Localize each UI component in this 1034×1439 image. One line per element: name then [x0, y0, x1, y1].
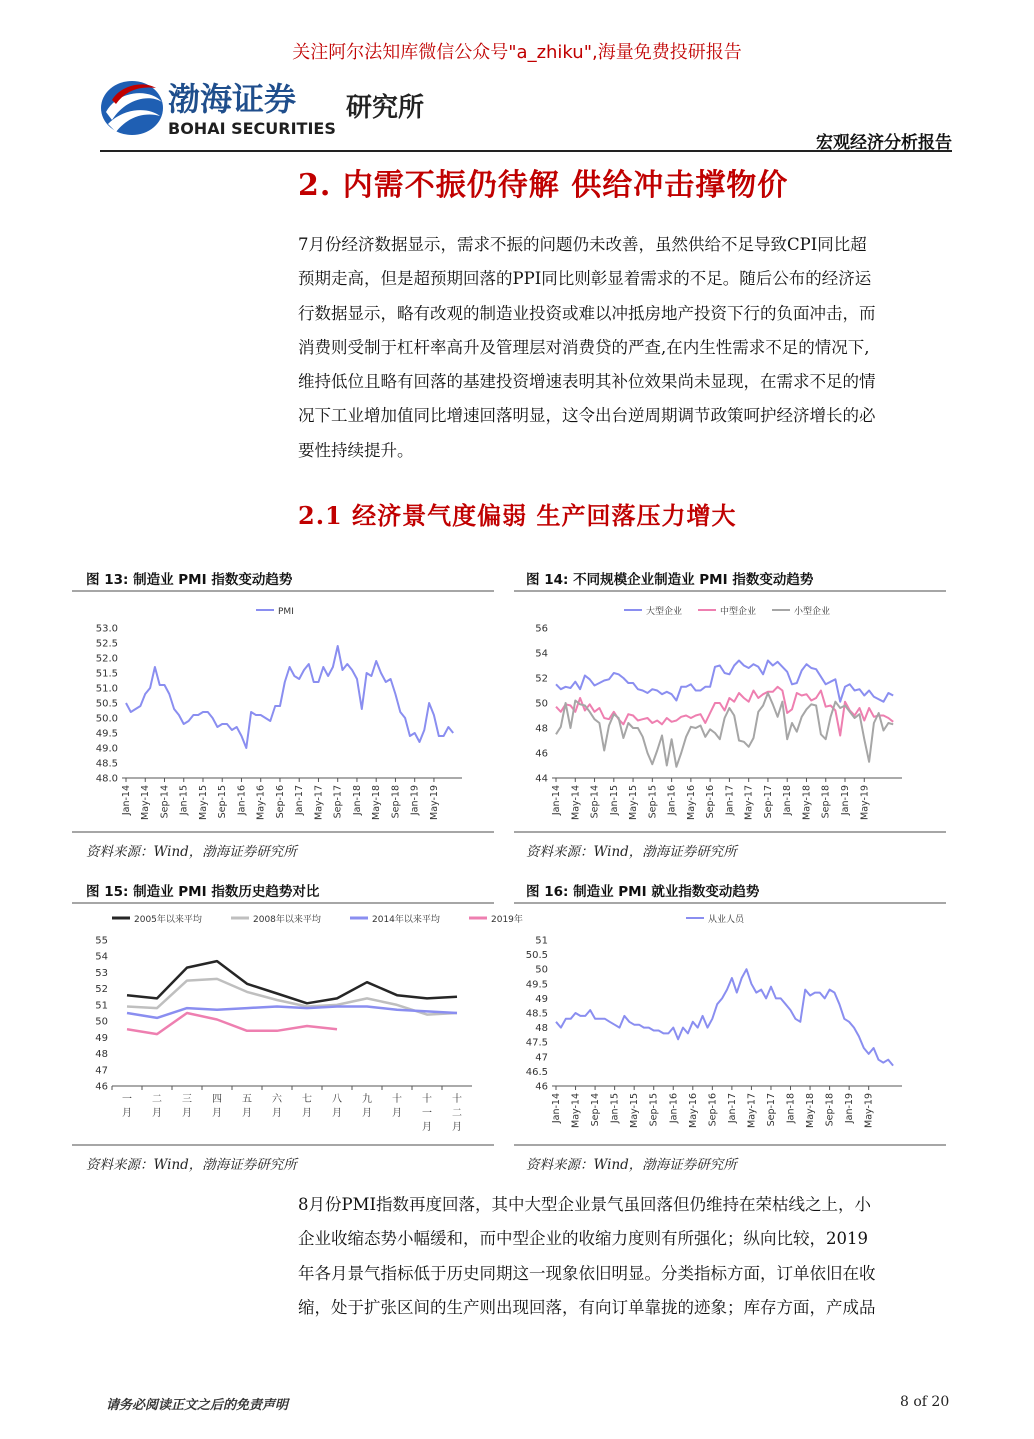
x-tick-label: Sep-16: [707, 1093, 719, 1127]
x-tick-label: May-18: [801, 785, 813, 820]
x-tick-label: May-17: [746, 1093, 758, 1128]
x-tick-label: Jan-19: [840, 785, 852, 816]
legend-label: 从业人员: [708, 915, 745, 925]
x-tick-label: May-14: [570, 1093, 582, 1128]
subsection-heading: 2.1 经济景气度偏弱 生产回落压力增大: [298, 501, 737, 530]
x-tick-label: 月: [152, 1108, 162, 1119]
paragraph-1: [298, 228, 946, 468]
x-tick-label: May-15: [629, 1093, 641, 1128]
x-tick-label: 三: [182, 1094, 192, 1105]
y-tick-label: 48.5: [525, 1008, 548, 1020]
y-tick-label: 54: [535, 648, 548, 660]
x-tick-label: May-15: [197, 785, 209, 820]
y-tick-label: 48.5: [95, 758, 118, 770]
y-tick-label: 51: [95, 1000, 108, 1012]
x-tick-label: Sep-14: [159, 785, 171, 819]
paragraph-1-line: 要性持续提升。: [298, 440, 414, 460]
x-tick-label: 十: [452, 1094, 462, 1105]
series-line-2005年以来平均: [127, 961, 457, 1003]
x-tick-label: 八: [332, 1094, 342, 1105]
y-tick-label: 52: [95, 984, 108, 996]
figure-15-top-rule: [72, 902, 494, 904]
paragraph-2-line: 8月份PMI指数再度回落，其中大型企业景气虽回落但仍维持在荣枯线之上，小: [298, 1195, 872, 1214]
figure-14-source: 资料来源：Wind，渤海证券研究所: [526, 844, 737, 860]
y-tick-label: 51.5: [95, 668, 118, 680]
x-tick-label: 月: [212, 1108, 222, 1119]
x-tick-label: May-16: [685, 785, 697, 820]
x-tick-label: May-17: [743, 785, 755, 820]
x-tick-label: Jan-18: [782, 785, 794, 816]
page-number: 8 of 20: [900, 1394, 950, 1410]
x-tick-label: Sep-16: [705, 785, 717, 819]
y-tick-label: 47.5: [525, 1037, 548, 1049]
y-tick-label: 49.0: [95, 743, 118, 755]
x-tick-label: Jan-15: [609, 1093, 621, 1124]
series-line-从业人员: [556, 969, 893, 1065]
legend-label: 2019年: [491, 915, 523, 925]
paragraph-2: [298, 1188, 946, 1325]
x-tick-label: May-19: [859, 785, 871, 820]
logo-cn-text: 渤海证券: [168, 80, 297, 118]
x-tick-label: May-17: [313, 785, 325, 820]
paragraph-2-line: 年各月景气指标低于历史同期这一现象依旧明显。分类指标方面，订单依旧在收: [298, 1263, 876, 1283]
y-tick-label: 50.5: [95, 698, 118, 710]
x-tick-label: May-14: [140, 785, 152, 820]
x-tick-label: Jan-15: [178, 785, 190, 816]
legend-label: 2008年以来平均: [253, 915, 321, 925]
x-tick-label: Jan-14: [551, 1093, 562, 1124]
paragraph-1-line: 行数据显示，略有改观的制造业投资或难以冲抵房地产投资下行的负面冲击，而: [298, 303, 876, 323]
x-tick-label: 一: [422, 1108, 432, 1119]
series-line-小型企业: [556, 693, 893, 767]
x-tick-label: Sep-18: [390, 785, 402, 819]
legend-label: PMI: [278, 607, 294, 617]
x-tick-label: 月: [302, 1108, 312, 1119]
x-tick-label: Sep-15: [648, 1093, 660, 1127]
y-tick-label: 46.5: [525, 1066, 548, 1078]
paragraph-1-line: 维持低位且略有回落的基建投资增速表明其补位效果尚未显现，在需求不足的情: [298, 372, 876, 392]
report-type: 宏观经济分析报告: [816, 133, 952, 153]
figure-14-title: 图 14: 不同规模企业制造业 PMI 指数变动趋势: [526, 572, 814, 588]
y-tick-label: 48: [535, 1023, 548, 1035]
legend-label: 大型企业: [646, 607, 683, 617]
legend-label: 中型企业: [720, 607, 757, 617]
logo-swirl-icon: [101, 81, 163, 135]
figure-14-top-rule: [514, 590, 946, 592]
y-tick-label: 50.5: [525, 950, 548, 962]
x-tick-label: 一: [122, 1094, 132, 1105]
y-tick-label: 53.0: [95, 623, 118, 635]
figure-13-bottom-rule: [72, 831, 494, 833]
legend-label: 2014年以来平均: [372, 915, 440, 925]
paragraph-2-line: 企业收缩态势小幅缓和，而中型企业的收缩力度则有所强化；纵向比较，2019: [298, 1229, 868, 1249]
x-tick-label: Jan-15: [608, 785, 620, 816]
x-tick-label: May-19: [428, 785, 440, 820]
figure-14-bottom-rule: [514, 831, 946, 833]
figure-15-source: 资料来源：Wind，渤海证券研究所: [86, 1157, 297, 1173]
x-tick-label: 六: [272, 1094, 282, 1105]
x-tick-label: 月: [362, 1108, 372, 1119]
x-tick-label: Jan-16: [668, 1093, 680, 1124]
x-tick-label: 月: [332, 1108, 342, 1119]
x-tick-label: 二: [452, 1108, 462, 1119]
x-tick-label: 十: [392, 1094, 402, 1105]
x-tick-label: Jan-18: [351, 785, 363, 816]
y-tick-label: 46: [95, 1081, 108, 1093]
x-tick-label: 四: [212, 1094, 222, 1105]
y-tick-label: 52.5: [95, 638, 118, 650]
logo-en-text: BOHAI SECURITIES: [168, 119, 336, 138]
x-tick-label: May-16: [255, 785, 267, 820]
x-tick-label: May-15: [628, 785, 640, 820]
paragraph-1-line: 消费则受制于杠杆率高升及管理层对消费贷的严查,在内生性需求不足的情况下,: [298, 337, 870, 357]
y-tick-label: 48.0: [95, 773, 118, 785]
figure-13-source: 资料来源：Wind，渤海证券研究所: [86, 844, 297, 860]
chart-figure-16: [514, 906, 946, 1142]
x-tick-label: Jan-17: [726, 1093, 738, 1124]
x-tick-label: 七: [302, 1094, 312, 1105]
x-tick-label: 二: [152, 1094, 162, 1105]
y-tick-label: 48: [95, 1049, 108, 1061]
x-tick-label: 十: [422, 1094, 432, 1105]
x-tick-label: May-16: [687, 1093, 699, 1128]
x-tick-label: Sep-18: [824, 1093, 836, 1127]
x-tick-label: Sep-14: [590, 1093, 602, 1127]
header-divider: [100, 150, 952, 152]
x-tick-label: May-18: [371, 785, 383, 820]
y-tick-label: 44: [535, 773, 548, 785]
y-tick-label: 55: [95, 935, 108, 947]
figure-15-title: 图 15: 制造业 PMI 指数历史趋势对比: [86, 884, 320, 900]
y-tick-label: 49.5: [525, 979, 548, 991]
figure-16-title: 图 16: 制造业 PMI 就业指数变动趋势: [526, 884, 760, 900]
y-tick-label: 50: [535, 964, 548, 976]
x-tick-label: Sep-15: [647, 785, 659, 819]
x-tick-label: Jan-19: [844, 1093, 856, 1124]
y-tick-label: 49.5: [95, 728, 118, 740]
y-tick-label: 51: [535, 935, 548, 947]
logo-suffix-text: 研究所: [346, 93, 425, 123]
chart-figure-14: [514, 594, 946, 828]
x-tick-label: 九: [362, 1094, 372, 1105]
y-tick-label: 51.0: [95, 683, 118, 695]
watermark-text: 关注阿尔法知库微信公众号"a_zhiku",海量免费投研报告: [292, 42, 742, 63]
y-tick-label: 46: [535, 1081, 548, 1093]
x-tick-label: Sep-18: [820, 785, 832, 819]
x-tick-label: Jan-16: [666, 785, 678, 816]
y-tick-label: 47: [535, 1052, 548, 1064]
y-tick-label: 50: [535, 698, 548, 710]
x-tick-label: 月: [452, 1122, 462, 1133]
x-tick-label: Sep-16: [274, 785, 286, 819]
y-tick-label: 50.0: [95, 713, 118, 725]
y-tick-label: 49: [95, 1032, 108, 1044]
paragraph-1-line: 预期走高，但是超预期回落的PPI同比则彰显着需求的不足。随后公布的经济运: [298, 269, 872, 289]
x-tick-label: Sep-15: [217, 785, 229, 819]
y-tick-label: 52: [535, 673, 548, 685]
y-tick-label: 52.0: [95, 653, 118, 665]
figure-13-title: 图 13: 制造业 PMI 指数变动趋势: [86, 572, 293, 588]
paragraph-1-line: 况下工业增加值同比增速回落明显，这令出台逆周期调节政策呵护经济增长的必: [298, 406, 876, 426]
x-tick-label: May-19: [863, 1093, 875, 1128]
y-tick-label: 54: [95, 951, 108, 963]
figure-16-source: 资料来源：Wind，渤海证券研究所: [526, 1157, 737, 1173]
series-line-大型企业: [556, 661, 893, 702]
bohai-logo: [98, 72, 458, 144]
section-heading: 2. 内需不振仍待解 供给冲击撑物价: [298, 168, 789, 203]
x-tick-label: Jan-14: [551, 785, 562, 816]
figure-13-top-rule: [72, 590, 494, 592]
legend-label: 小型企业: [794, 607, 831, 617]
figure-16-top-rule: [514, 902, 946, 904]
series-line-PMI: [126, 646, 453, 748]
x-tick-label: 月: [272, 1108, 282, 1119]
x-tick-label: Jan-19: [409, 785, 421, 816]
paragraph-1-line: 7月份经济数据显示，需求不振的问题仍未改善，虽然供给不足导致CPI同比超: [298, 235, 867, 254]
x-tick-label: May-14: [570, 785, 582, 820]
y-tick-label: 49: [535, 993, 548, 1005]
y-tick-label: 53: [95, 967, 108, 979]
x-tick-label: Jan-18: [785, 1093, 797, 1124]
x-tick-label: Sep-17: [332, 785, 344, 819]
x-tick-label: 月: [242, 1108, 252, 1119]
x-tick-label: 月: [182, 1108, 192, 1119]
x-tick-label: 月: [122, 1108, 132, 1119]
y-tick-label: 56: [535, 623, 548, 635]
y-tick-label: 50: [95, 1016, 108, 1028]
x-tick-label: May-18: [805, 1093, 817, 1128]
x-tick-label: 五: [242, 1094, 252, 1105]
x-tick-label: 月: [392, 1108, 402, 1119]
x-tick-label: Jan-14: [121, 785, 132, 816]
footer-disclaimer: 请务必阅读正文之后的免责声明: [106, 1398, 289, 1413]
y-tick-label: 48: [535, 723, 548, 735]
chart-figure-15: [72, 906, 523, 1142]
paragraph-2-line: 缩，处于扩张区间的生产则出现回落，有向订单靠拢的迹象；库存方面，产成品: [298, 1297, 876, 1317]
chart-figure-13: [72, 594, 494, 828]
x-tick-label: Sep-17: [762, 785, 774, 819]
y-tick-label: 47: [95, 1065, 108, 1077]
y-tick-label: 46: [535, 748, 548, 760]
figure-16-bottom-rule: [514, 1144, 946, 1146]
x-tick-label: Jan-16: [236, 785, 248, 816]
x-tick-label: Sep-17: [765, 1093, 777, 1127]
legend-label: 2005年以来平均: [134, 915, 202, 925]
figure-15-bottom-rule: [72, 1144, 494, 1146]
x-tick-label: Jan-17: [724, 785, 736, 816]
x-tick-label: Sep-14: [589, 785, 601, 819]
x-tick-label: 月: [422, 1122, 432, 1133]
x-tick-label: Jan-17: [294, 785, 306, 816]
